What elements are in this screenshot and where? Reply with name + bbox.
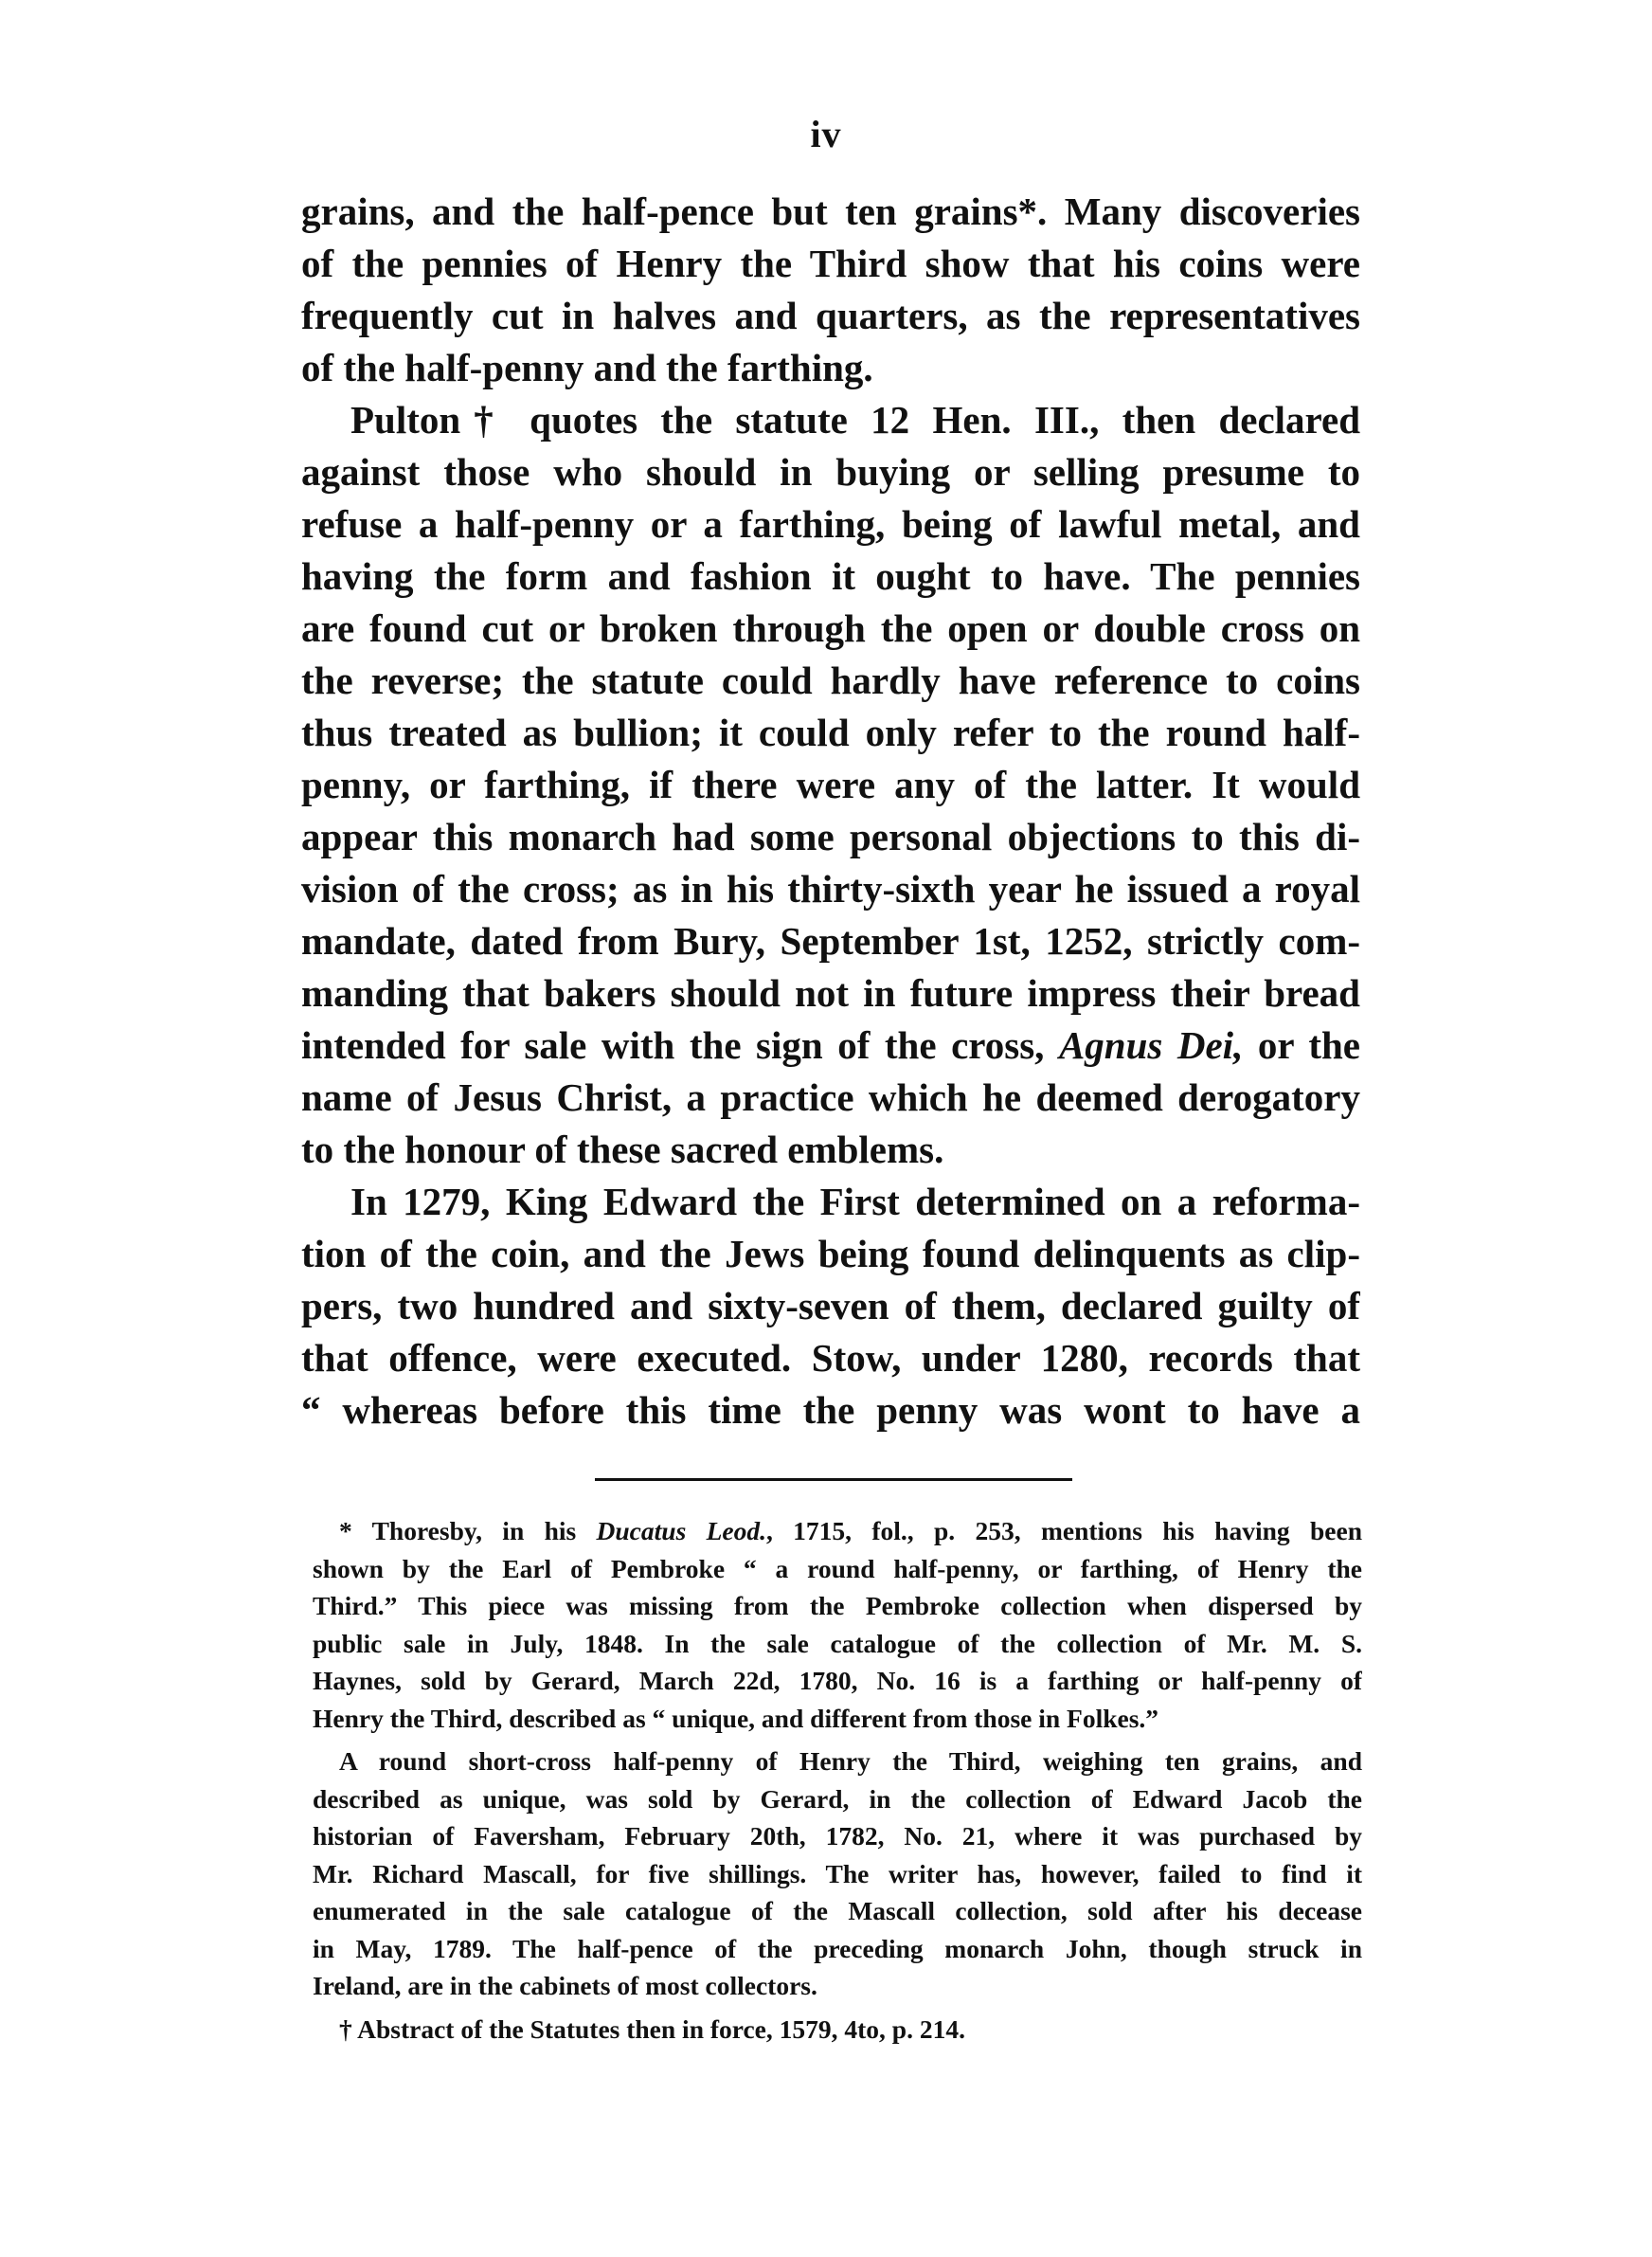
text-segment: intended for sale with the sign of the cross, xyxy=(301,1023,1059,1067)
main-text xyxy=(301,186,1360,1436)
text-line: having the form and fashion it ought to have. The pennies xyxy=(301,554,1360,598)
footnote-line: public sale in July, 1848. In the sale catalogue of the collection of Mr. M. S. xyxy=(313,1628,1362,1658)
text-line: of the pennies of Henry the Third show that his coins were xyxy=(301,242,1360,285)
text-line: mandate, dated from Bury, September 1st, 1252, strictly com- xyxy=(301,919,1360,963)
text-segment: or the xyxy=(1243,1023,1360,1067)
text-line: name of Jesus Christ, a practice which he deemed derogatory xyxy=(301,1075,1360,1119)
text-line: tion of the coin, and the Jews being found delinquents as clip- xyxy=(301,1232,1360,1275)
text-line: penny, or farthing, if there were any of the latter. It would xyxy=(301,763,1360,806)
footnote-line: Haynes, sold by Gerard, March 22d, 1780, No. 16 is a farthing or half-penny of xyxy=(313,1666,1362,1695)
footnote-line: historian of Faversham, February 20th, 1782, No. 21, where it was purchased by xyxy=(313,1821,1362,1851)
text-line: that offence, were executed. Stow, under 1280, records that xyxy=(301,1336,1360,1380)
footnote-line xyxy=(313,1512,1362,1550)
footnote-line: described as unique, was sold by Gerard, in the collection of Edward Jacob the xyxy=(313,1783,1362,1814)
text-line: Pulton† quotes the statute 12 Hen. III., then declared xyxy=(350,398,1360,442)
footnote-line: Ireland, are in the cabinets of most collectors. xyxy=(313,1971,817,2000)
footnote-divider xyxy=(595,1478,1072,1481)
text-line: against those who should in buying or selling presume to xyxy=(301,450,1360,494)
text-line: refuse a half-penny or a farthing, being of lawful metal, and xyxy=(301,502,1360,546)
text-line: of the half-penny and the farthing. xyxy=(301,346,873,389)
text-line: frequently cut in halves and quarters, as the representatives xyxy=(301,294,1360,337)
text-line: thus treated as bullion; it could only refer to the round half- xyxy=(301,711,1360,754)
text-segment: * Thoresby, in his xyxy=(339,1516,597,1545)
text-line: vision of the cross; as in his thirty-sixth year he issued a royal xyxy=(301,867,1360,911)
italic-phrase: Ducatus Leod. xyxy=(596,1516,766,1545)
text-line: pers, two hundred and sixty-seven of them, declared guilty of xyxy=(301,1284,1360,1327)
text-line: In 1279, King Edward the First determined on a reforma- xyxy=(350,1180,1360,1223)
text-segment: , 1715, fol., p. 253, mentions his having been xyxy=(765,1516,1362,1545)
italic-phrase: Agnus Dei, xyxy=(1058,1023,1244,1067)
text-line: grains, and the half-pence but ten grains*. Many discoveries xyxy=(301,190,1360,233)
footnotes xyxy=(313,1512,1362,2048)
text-line: “ whereas before this time the penny was wont to have a xyxy=(301,1388,1360,1432)
footnote-line: enumerated in the sale catalogue of the Mascall collection, sold after his decease xyxy=(313,1896,1362,1925)
text-line: to the honour of these sacred emblems. xyxy=(301,1128,944,1171)
text-line: appear this monarch had some personal objections to this di- xyxy=(301,815,1360,858)
footnote-line: Third.” This piece was missing from the Pembroke collection when dispersed by xyxy=(313,1591,1362,1620)
footnote-line: Mr. Richard Mascall, for five shillings. The writer has, however, failed to find it xyxy=(313,1858,1362,1888)
text-line: the reverse; the statute could hardly have reference to coins xyxy=(301,659,1360,702)
page-number: iv xyxy=(810,113,842,155)
text-line: manding that bakers should not in future impress their bread xyxy=(301,971,1360,1015)
footnote-line: shown by the Earl of Pembroke “ a round half-penny, or farthing, of Henry the xyxy=(313,1553,1362,1583)
text-line: are found cut or broken through the open or double cross on xyxy=(301,606,1360,650)
footnote-line: in May, 1789. The half-pence of the preceding monarch John, though struck in xyxy=(313,1933,1362,1963)
footnote-line: † Abstract of the Statutes then in force, 1579, 4to, p. 214. xyxy=(339,2013,965,2044)
footnote-line: A round short-cross half-penny of Henry the Third, weighing ten grains, and xyxy=(339,1746,1362,1776)
footnote-line: Henry the Third, described as “ unique, and different from those in Folkes.” xyxy=(313,1703,1159,1733)
text-line-italic xyxy=(301,1020,1360,1072)
